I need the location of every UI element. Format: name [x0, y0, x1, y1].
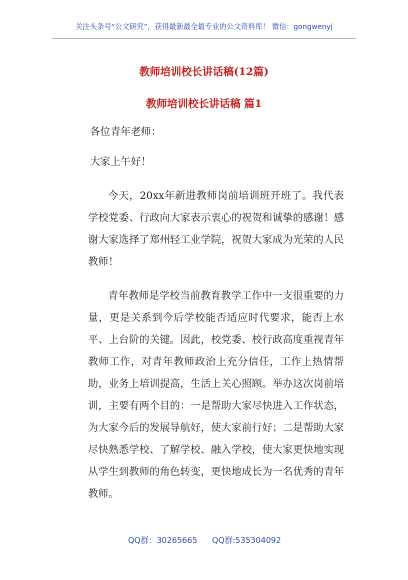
- hello-line: 大家上午好！: [90, 157, 152, 168]
- header-promo-text: 关注头条号“公文研究”，获得最新最全最专业的公文资料库！ 微信：gongwenyj: [75, 22, 333, 31]
- footer-qq-group-2: QQ群:535304092: [212, 536, 282, 545]
- document-title: 教师培训校长讲话稿(12篇): [139, 66, 269, 78]
- header-divider: [52, 38, 356, 39]
- paragraph-2: 青年教师是学校当前教育教学工作中一支很重要的力量，更是关系到今后学校能否适应时代要求，能否上水平、上台阶的关键。因此，校党委、校行政高度重视青年教师工作，对青年教师政治上充分信任，工作上热情帮助，业务上培训提高，生活上关心照顾。举办这次岗前培训，主要有两个目的：一是帮助大家尽快进入工作状态，为大家今后的发展导航好，使大家前行好；二是帮助大家尽快熟悉学校、了解学校、融入学校，使大家更快地实现从学生到教师的角色转变，更快地成长为一名优秀的青年教师。: [88, 291, 344, 500]
- section-title: 教师培训校长讲话稿 篇1: [146, 98, 262, 110]
- footer-qq-group-1: QQ群：30265665: [128, 536, 198, 545]
- greeting-line: 各位青年老师：: [90, 127, 162, 138]
- paragraph-1: 今天，20xx年新进教师岗前培训班开班了。我代表学校党委、行政向大家表示衷心的祝贺和诚挚的感谢！感谢大家选择了郑州轻工业学院，祝贺大家成为光荣的人民教师！: [88, 191, 344, 268]
